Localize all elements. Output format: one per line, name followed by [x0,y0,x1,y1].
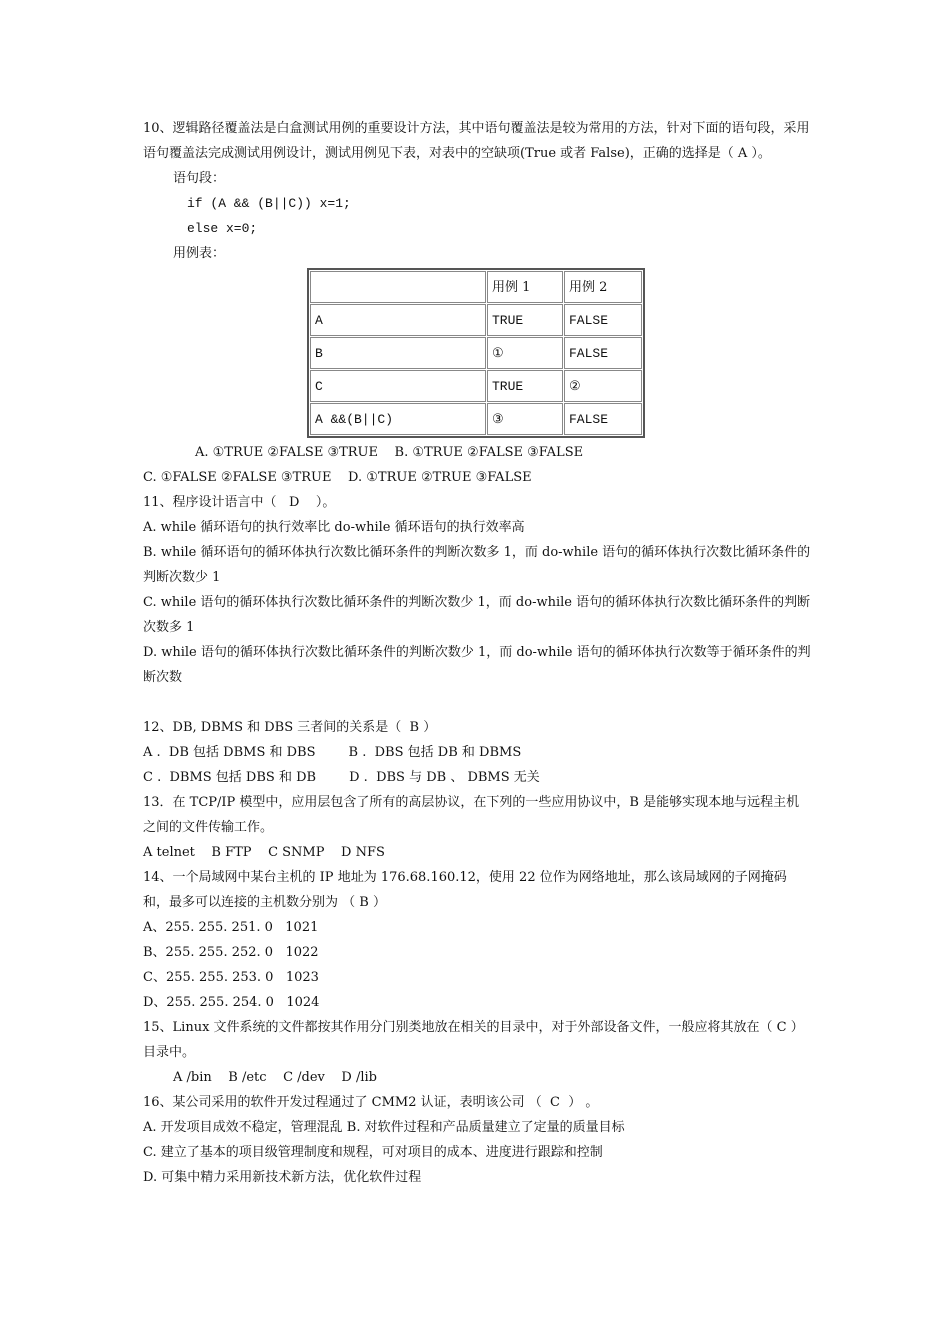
table-cell: ③ [487,403,563,435]
q15-options: A /bin B /etc C /dev D /lib [173,1070,377,1085]
table-cell: A [310,304,486,336]
q12-text: 12、DB, DBMS 和 DBS 三者间的关系是（ B ） [143,720,437,735]
q16-option-c: C. 建立了基本的项目级管理制度和规程，可对项目的成本、进度进行跟踪和控制 [143,1145,603,1160]
q10-code-label: 语句段： [173,171,226,186]
q10-options-ab: A. ①TRUE ②FALSE ③TRUE B. ①TRUE ②FALSE ③FALSE [195,445,584,460]
q11-option-c: C. while 语句的循环体执行次数比循环条件的判断次数少 1，而 do-while 语句的循环体执行次数比循环条件的判断次数多 1 [143,595,811,635]
table-row [310,403,642,435]
q13-options: A telnet B FTP C SNMP D NFS [143,845,385,860]
q16-option-d: D. 可集中精力采用新技术新方法，优化软件过程 [143,1170,422,1185]
q14-option-d: D、255. 255. 254. 0 1024 [143,995,320,1010]
table-cell: FALSE [564,403,642,435]
q15-text: 15、Linux 文件系统的文件都按其作用分门别类地放在相关的目录中，对于外部设备文件，一般应将其放在（ C ）目录中。 [143,1020,804,1060]
table-cell: FALSE [564,337,642,369]
table-header-cell: 用例 2 [564,271,642,303]
q14-text: 14、一个局域网中某台主机的 IP 地址为 176.68.160.12，使用 22 位作为网络地址，那么该局域网的子网掩码和，最多可以连接的主机数分别为 （ B ） [143,870,787,910]
table-cell: A &&(B||C) [310,403,486,435]
table-cell: C [310,370,486,402]
q10-text: 10、逻辑路径覆盖法是白盒测试用例的重要设计方法，其中语句覆盖法是较为常用的方法，针对下面的语句段，采用语句覆盖法完成测试用例设计，测试用例见下表，对表中的空缺项(True 或者 False)，正确的选择是（ A ）。 [143,121,810,161]
table-cell: FALSE [564,304,642,336]
q11-option-b: B. while 循环语句的循环体执行次数比循环条件的判断次数多 1，而 do-while 语句的循环体执行次数比循环条件的判断次数少 1 [143,545,811,585]
table-cell: TRUE [487,370,563,402]
q16-text: 16、某公司采用的软件开发过程通过了 CMM2 认证，表明该公司 （ C ） 。 [143,1095,599,1110]
q11-option-d: D. while 语句的循环体执行次数比循环条件的判断次数少 1，而 do-while 语句的循环体执行次数等于循环条件的判断次数 [143,645,811,685]
table-header-row [310,271,642,303]
q10-code-line-2: else x=0; [187,221,258,236]
table-cell: ① [487,337,563,369]
table-row [310,337,642,369]
document-page [143,116,811,1190]
table-row [310,370,642,402]
table-cell: TRUE [487,304,563,336]
q14-option-b: B、255. 255. 252. 0 1022 [143,945,319,960]
spacer [143,690,811,715]
q12-options-cd: C . DBMS 包括 DBS 和 DB D . DBS 与 DB 、 DBMS 无关 [143,770,540,785]
q10-table-label: 用例表： [173,246,226,261]
table-cell: ② [564,370,642,402]
q10-code-line-1: if (A && (B||C)) x=1; [187,196,351,211]
q10-options-cd: C. ①FALSE ②FALSE ③TRUE D. ①TRUE ②TRUE ③FALSE [143,470,532,485]
q16-options-ab: A. 开发项目成效不稳定，管理混乱 B. 对软件过程和产品质量建立了定量的质量目标 [143,1120,625,1135]
test-case-table [307,268,645,438]
q11-text: 11、程序设计语言中（ D ）。 [143,495,336,510]
table-header-cell [310,271,486,303]
table-cell: B [310,337,486,369]
q14-option-c: C、255. 255. 253. 0 1023 [143,970,319,985]
q12-options-ab: A . DB 包括 DBMS 和 DBS B . DBS 包括 DB 和 DBMS [143,745,522,760]
q13-text: 13．在 TCP/IP 模型中，应用层包含了所有的高层协议，在下列的一些应用协议中，B 是能够实现本地与远程主机之间的文件传输工作。 [143,795,800,835]
table-row [310,304,642,336]
q14-option-a: A、255. 255. 251. 0 1021 [143,920,319,935]
table-header-cell: 用例 1 [487,271,563,303]
q11-option-a: A. while 循环语句的执行效率比 do-while 循环语句的执行效率高 [143,520,525,535]
